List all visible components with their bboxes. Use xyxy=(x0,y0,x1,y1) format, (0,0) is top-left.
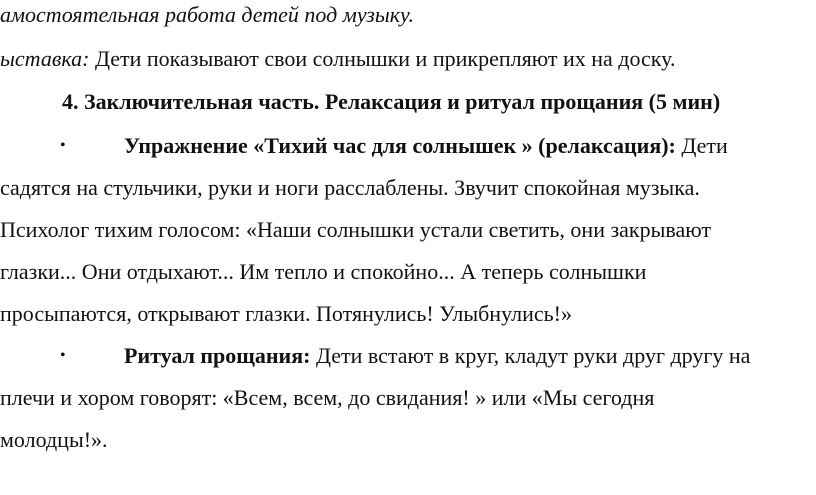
item1-text-l1: Дети xyxy=(675,133,728,158)
bullet-icon: • xyxy=(60,347,66,364)
line-independent-work: амостоятельная работа детей под музыку. xyxy=(0,2,414,27)
bullet-icon: • xyxy=(60,137,66,154)
item1-text-l5: просыпаются, открывают глазки. Потянулись! Улыбнулись!» xyxy=(0,301,572,326)
item1-text-l4: глазки... Они отдыхают... Им тепло и спокойно... А теперь солнышки xyxy=(0,259,647,284)
item2-text-l2: плечи и хором говорят: «Всем, всем, до свидания! » или «Мы сегодня xyxy=(0,385,655,410)
section-heading: 4. Заключительная часть. Релаксация и ритуал прощания (5 мин) xyxy=(62,89,721,114)
line-exhibition xyxy=(0,46,675,72)
exhibition-label: ыставка: xyxy=(0,46,90,71)
item1-text-l2: садятся на стульчики, руки и ноги расслаблены. Звучит спокойная музыка. xyxy=(0,175,700,200)
item1-first-line xyxy=(124,133,728,159)
exhibition-text: Дети показывают свои солнышки и прикрепляют их на доску. xyxy=(89,46,676,71)
item2-text-l1: Дети встают в круг, кладут руки друг другу на xyxy=(310,343,751,368)
item1-title: Упражнение «Тихий час для солнышек » (релаксация): xyxy=(124,133,676,158)
item2-text-l3: молодцы!». xyxy=(0,427,108,452)
item2-first-line xyxy=(124,343,750,369)
item1-text-l3: Психолог тихим голосом: «Наши солнышки устали светить, они закрывают xyxy=(0,217,712,242)
item2-title: Ритуал прощания: xyxy=(124,343,311,368)
